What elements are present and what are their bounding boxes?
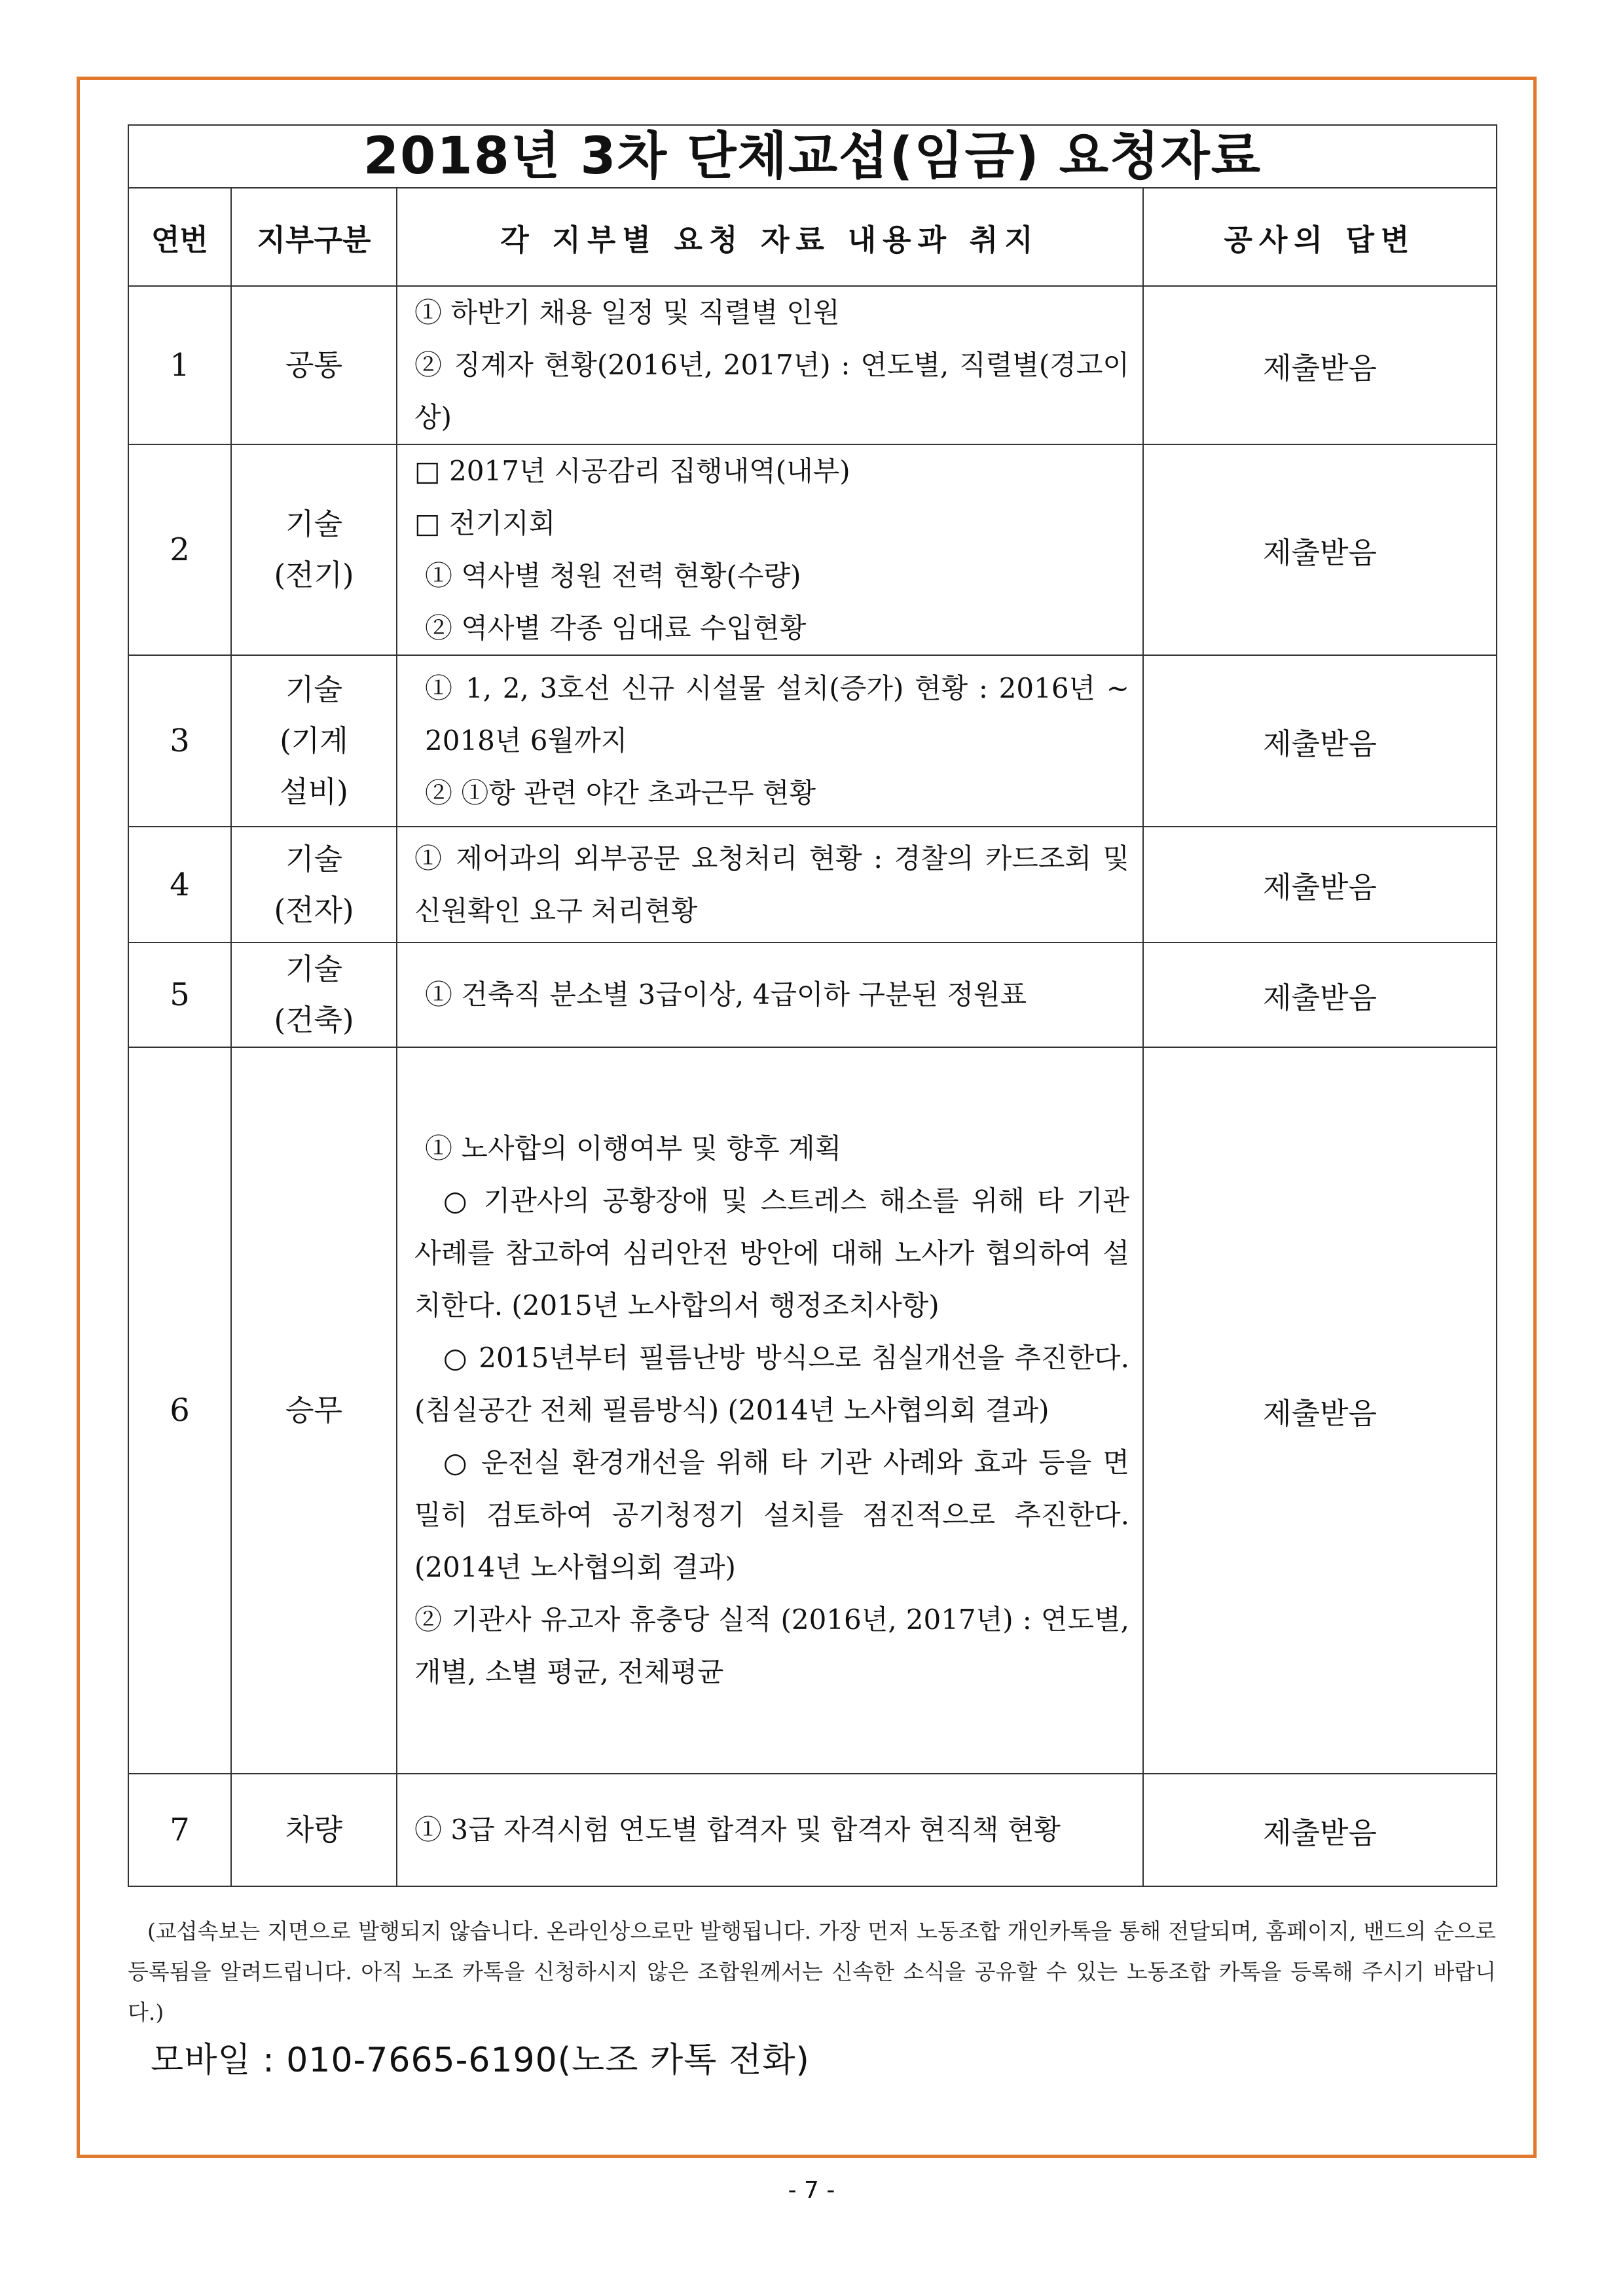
branch-line: 승무 bbox=[285, 1393, 342, 1427]
row-content bbox=[397, 942, 1143, 1047]
table-row bbox=[128, 1047, 1497, 1774]
row-answer: 제출받음 bbox=[1143, 655, 1497, 827]
content-line: ○ 기관사의 공황장애 및 스트레스 해소를 위해 타 기관 사례를 참고하여 심리안전 방안에 대해 노사가 협의하여 설치한다. (2015년 노사합의서 행정조치사항) bbox=[414, 1185, 1129, 1321]
row-answer: 제출받음 bbox=[1143, 286, 1497, 444]
content-line: ① 1, 2, 3호선 신규 시설물 설치(증가) 현황 : 2016년 ~ 2018년 6월까지 bbox=[425, 672, 1129, 757]
content-line: ② 기관사 유고자 휴충당 실적 (2016년, 2017년) : 연도별, 개별, 소별 평균, 전체평균 bbox=[414, 1604, 1129, 1688]
table-row bbox=[128, 942, 1497, 1047]
row-branch bbox=[231, 286, 397, 444]
notice-body: (교섭속보는 지면으로 발행되지 않습니다. 온라인상으로만 발행됩니다. 가장 먼저 노동조합 개인카톡을 통해 전달되며, 홈페이지, 밴드의 순으로 등록됨을 알려드립니다. 아직 노조 카톡을 신청하시지 않은 조합원께서는 신속한 소식을 공유할 수 있는 노동조합 카톡을 등록해 주시기 바랍니다.) bbox=[128, 1918, 1496, 2025]
row-branch bbox=[231, 1774, 397, 1886]
row-answer: 제출받음 bbox=[1143, 827, 1497, 942]
row-content bbox=[397, 286, 1143, 444]
branch-line: 기술 bbox=[285, 841, 342, 876]
notice-text bbox=[128, 1911, 1496, 2033]
row-num: 7 bbox=[128, 1774, 231, 1886]
row-branch bbox=[231, 827, 397, 942]
page-number: - 7 - bbox=[788, 2177, 835, 2204]
document-title: 2018년 3차 단체교섭(임금) 요청자료 bbox=[128, 125, 1497, 188]
row-content bbox=[397, 655, 1143, 827]
row-branch bbox=[231, 444, 397, 655]
mobile-contact: 모바일 : 010-7665-6190(노조 카톡 전화) bbox=[151, 2041, 810, 2080]
content-line: ① 제어과의 외부공문 요청처리 현황 : 경찰의 카드조회 및 신원확인 요구 처리현황 bbox=[414, 842, 1129, 927]
content-line: ② 역사별 각종 임대료 수입현황 bbox=[425, 612, 807, 644]
content-line: ① 3급 자격시험 연도별 합격자 및 합격자 현직책 현황 bbox=[414, 1814, 1061, 1846]
row-num: 1 bbox=[128, 286, 231, 444]
row-num: 6 bbox=[128, 1047, 231, 1774]
content-line: ① 노사합의 이행여부 및 향후 계획 bbox=[425, 1132, 842, 1164]
row-content bbox=[397, 827, 1143, 942]
branch-line: (기계 bbox=[280, 723, 348, 758]
row-num: 4 bbox=[128, 827, 231, 942]
table-row bbox=[128, 827, 1497, 942]
branch-line: 기술 bbox=[285, 507, 342, 541]
row-answer: 제출받음 bbox=[1143, 1774, 1497, 1886]
row-content bbox=[397, 444, 1143, 655]
content-line: ② ①항 관련 야간 초과근무 현황 bbox=[425, 777, 816, 809]
branch-line: (건축) bbox=[274, 1003, 354, 1037]
row-num: 5 bbox=[128, 942, 231, 1047]
table-row bbox=[128, 655, 1497, 827]
header-num: 연번 bbox=[128, 188, 231, 286]
table-row bbox=[128, 1774, 1497, 1886]
row-num: 2 bbox=[128, 444, 231, 655]
content-line: ② 징계자 현황(2016년, 2017년) : 연도별, 직렬별(경고이상) bbox=[414, 349, 1129, 433]
branch-line: 공통 bbox=[285, 348, 342, 382]
table-row bbox=[128, 286, 1497, 444]
row-branch bbox=[231, 655, 397, 827]
content-line: □ 2017년 시공감리 집행내역(내부) bbox=[414, 455, 850, 487]
content-line: ○ 2015년부터 필름난방 방식으로 침실개선을 추진한다.(침실공간 전체 필름방식) (2014년 노사협의회 결과) bbox=[414, 1342, 1129, 1426]
header-branch: 지부구분 bbox=[231, 188, 397, 286]
row-branch bbox=[231, 1047, 397, 1774]
row-content bbox=[397, 1774, 1143, 1886]
header-answer: 공사의 답변 bbox=[1143, 188, 1497, 286]
branch-line: 기술 bbox=[285, 952, 342, 986]
content-line: ○ 운전실 환경개선을 위해 타 기관 사례와 효과 등을 면밀히 검토하여 공기청정기 설치를 점진적으로 추진한다. (2014년 노사협의회 결과) bbox=[414, 1446, 1129, 1583]
content-line: ① 역사별 청원 전력 현황(수량) bbox=[425, 560, 801, 592]
branch-line: 차량 bbox=[285, 1812, 342, 1847]
row-answer: 제출받음 bbox=[1143, 444, 1497, 655]
row-num: 3 bbox=[128, 655, 231, 827]
content-line: □ 전기지회 bbox=[414, 507, 556, 539]
table-row bbox=[128, 444, 1497, 655]
content-line: ① 건축직 분소별 3급이상, 4급이하 구분된 정원표 bbox=[425, 978, 1027, 1011]
branch-line: (전자) bbox=[274, 892, 354, 927]
request-table bbox=[128, 124, 1497, 1887]
table-header bbox=[128, 188, 1497, 286]
branch-line: (전기) bbox=[274, 558, 354, 592]
branch-line: 설비) bbox=[280, 774, 348, 809]
content-line: ① 하반기 채용 일정 및 직렬별 인원 bbox=[414, 296, 840, 329]
branch-line: 기술 bbox=[285, 672, 342, 707]
row-answer: 제출받음 bbox=[1143, 1047, 1497, 1774]
row-branch bbox=[231, 942, 397, 1047]
row-content bbox=[397, 1047, 1143, 1774]
header-content: 각 지부별 요청 자료 내용과 취지 bbox=[397, 188, 1143, 286]
row-answer: 제출받음 bbox=[1143, 942, 1497, 1047]
